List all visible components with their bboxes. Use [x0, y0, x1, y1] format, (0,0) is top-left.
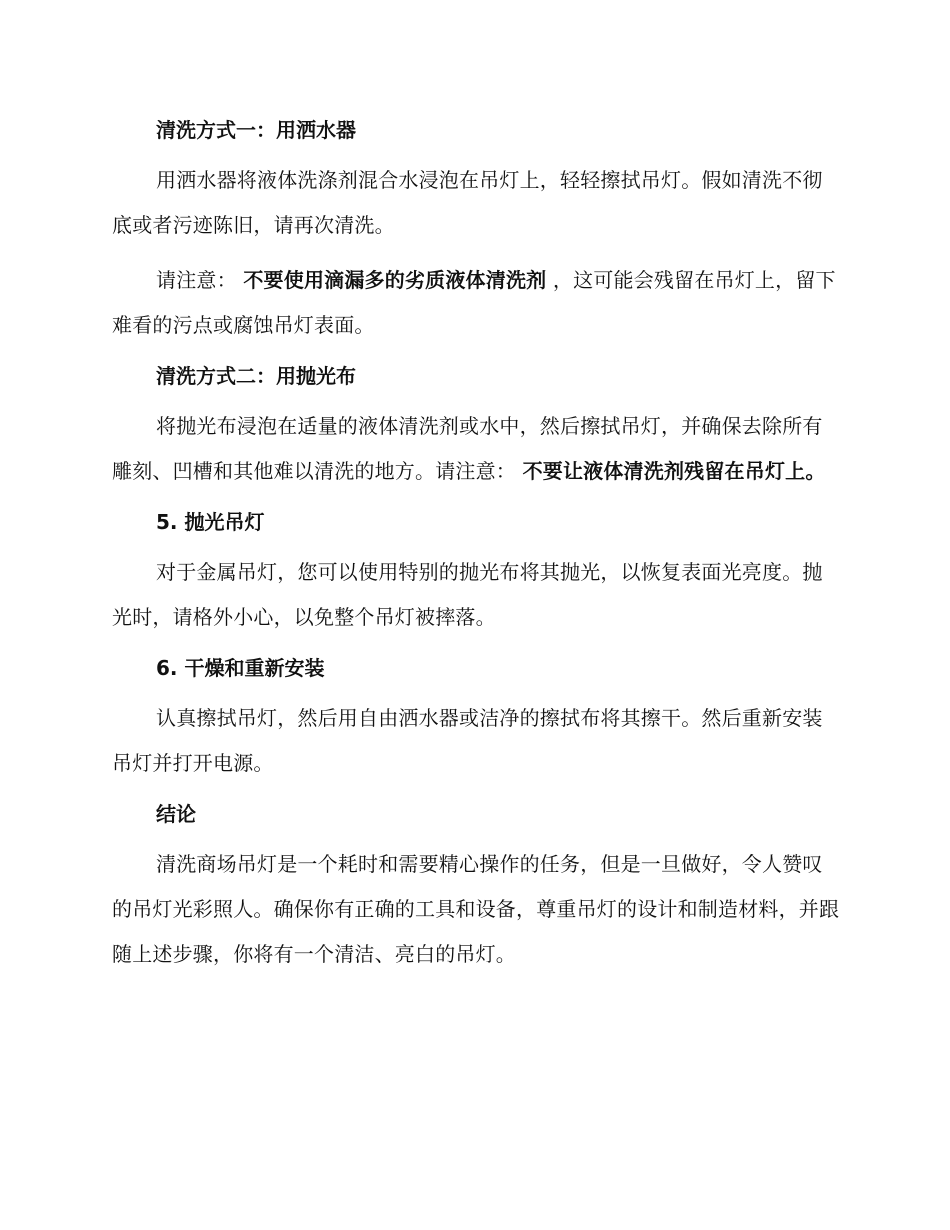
- paragraph-text: 对于金属吊灯，您可以使用特别的抛光布将其抛光，以恢复表面光亮度。抛光时，请格外小心，以免整个吊灯被摔落。: [112, 560, 823, 629]
- paragraph-text: ，这可能会残留在吊灯上，留下难看的污点或腐蚀吊灯表面。: [112, 268, 836, 337]
- section-heading-dry-reinstall: 6. 干燥和重新安装: [156, 656, 325, 680]
- paragraph-text: 请注意：: [156, 268, 244, 292]
- paragraph-caution: [112, 258, 842, 348]
- paragraph-text: 清洗商场吊灯是一个耗时和需要精心操作的任务，但是一旦做好，令人赞叹的吊灯光彩照人。确保你有正确的工具和设备，尊重吊灯的设计和制造材料，并跟随上述步骤，你将有一个清洁、亮白的吊灯。: [112, 852, 840, 966]
- paragraph-text: 认真擦拭吊灯，然后用自由洒水器或洁净的擦拭布将其擦干。然后重新安装吊灯并打开电源。: [112, 706, 823, 775]
- paragraph-sprinkler: [112, 158, 842, 248]
- section-heading-polish: 5. 抛光吊灯: [156, 510, 265, 534]
- paragraph-polish: [112, 550, 842, 640]
- section-heading-sprinkler: 清洗方式一：用洒水器: [156, 118, 356, 142]
- paragraph-bold-text: 不要使用滴漏多的劣质液体清洗剂: [243, 268, 547, 292]
- paragraph-bold-text: 不要让液体清洗剂残留在吊灯上。: [522, 459, 826, 483]
- paragraph-polish-cloth: [112, 404, 842, 494]
- paragraph-dry-reinstall: [112, 696, 842, 786]
- paragraph-text: 用洒水器将液体洗涤剂混合水浸泡在吊灯上，轻轻擦拭吊灯。假如清洗不彻底或者污迹陈旧，请再次清洗。: [112, 168, 823, 237]
- section-heading-conclusion: 结论: [156, 802, 196, 826]
- paragraph-conclusion: [112, 842, 842, 977]
- document-page: [112, 112, 842, 987]
- paragraph-text: 将抛光布浸泡在适量的液体清洗剂或水中，然后擦拭吊灯，并确保去除所有雕刻、凹槽和其他难以清洗的地方。请注意：: [112, 414, 823, 483]
- section-heading-polish-cloth: 清洗方式二：用抛光布: [156, 364, 356, 388]
